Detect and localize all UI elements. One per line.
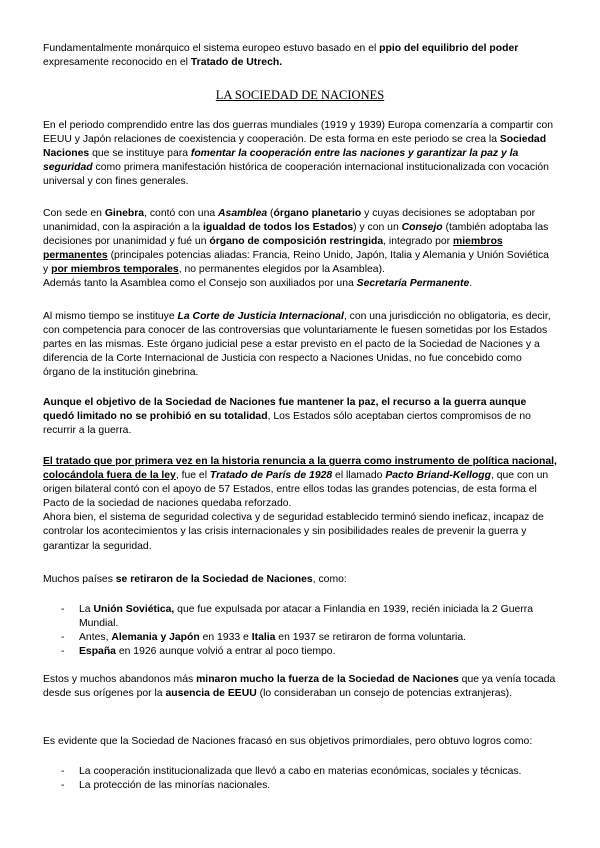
bold-text: minaron mucho la fuerza de la Sociedad de Naciones bbox=[196, 674, 459, 685]
text: , con una jurisdicción no obligatoria, es decir, con competencia para conocer de las controversias que voluntariamente le fuesen sometidas por los Estados partes en las mismas. Este órgano judicial pese a estar previsto en el pacto de la Sociedad de Naciones y a diferencia de la Corte Internacional de Justicia con respecto a Naciones Unidas, no fue concebido como órgano de la institución ginebrina. bbox=[43, 311, 551, 379]
bold-italic-text: Pacto Briand-Kellogg bbox=[385, 470, 491, 482]
text: como primera manifestación histórica de cooperación internacional institucionalizada con vocación universal y con fines generales. bbox=[43, 162, 549, 188]
bold-italic-text: fomentar la cooperación entre las naciones y garantizar la paz y la seguridad bbox=[43, 148, 519, 174]
list-item bbox=[59, 645, 559, 659]
text: , contó con una bbox=[144, 208, 219, 219]
bold-underlined-text: por miembros temporales bbox=[51, 264, 179, 276]
text: ) y con un bbox=[353, 222, 402, 234]
list-item: - La protección de las minorías nacionales. bbox=[59, 779, 559, 793]
bold-underlined-text: El tratado que por primera vez en la historia renuncia a la guerra como instrumento de política nacional, colocándola fuera de la ley bbox=[43, 456, 557, 482]
text: en 1926 aunque volvió a entrar al poco tiempo. bbox=[115, 646, 336, 658]
list-item: - La cooperación institucionalizada que llevó a cabo en materias económicas, sociales y técnicas. bbox=[59, 765, 559, 779]
section-title: LA SOCIEDAD DE NACIONES bbox=[215, 88, 385, 102]
text: que fue expulsada por atacar a Finlandia en 1939, recién iniciada la 2 Guerra Mundial. bbox=[79, 604, 534, 630]
bold-text: órgano de composición restringida bbox=[209, 236, 384, 248]
text: en 1933 e bbox=[199, 632, 252, 644]
paragraph-2 bbox=[43, 207, 557, 292]
text: Fundamentalmente monárquico el sistema europeo estuvo basado en el bbox=[43, 43, 380, 54]
text: y cuyas decisiones se adoptaban por unanimidad, con la aspiración a la bbox=[43, 208, 536, 234]
text: (principales potencias aliadas: Francia, Reino Unido, Japón, Italia y Alemania y Unión Soviética y bbox=[43, 250, 549, 276]
bold-text: Aunque el objetivo de la Sociedad de Naciones fue mantener la paz, el recurso a la guerra aunque quedó limitado no se prohibió en su totalidad bbox=[43, 397, 527, 423]
text: Además tanto la Asamblea como el Consejo son auxiliados por una bbox=[43, 278, 357, 290]
bold-text: igualdad de todos los Estados bbox=[203, 222, 354, 234]
text: ( bbox=[267, 208, 274, 219]
bold-text: Unión Soviética, bbox=[93, 604, 175, 615]
bold-text: España bbox=[79, 646, 116, 658]
text: que ya venía tocada desde sus orígenes por la bbox=[43, 674, 556, 700]
paragraph-6 bbox=[43, 573, 557, 587]
bold-text: Sociedad Naciones bbox=[43, 134, 547, 160]
withdrawals-list bbox=[59, 603, 559, 659]
bold-italic-text: Tratado de París de 1928 bbox=[209, 470, 333, 482]
bold-italic-text: La Corte de Justicia Internacional bbox=[177, 311, 344, 322]
paragraph-3 bbox=[43, 310, 557, 380]
bold-underlined-text: miembros permanentes bbox=[43, 236, 503, 262]
text: En el periodo comprendido entre las dos guerras mundiales (1919 y 1939) Europa comenzaría a compartir con EEUU y Japón relaciones de coexistencia y cooperación. De esta forma en este periodo se crea la bbox=[43, 120, 554, 146]
text: el llamado bbox=[332, 470, 386, 482]
text: (también adoptaba las decisiones por unanimidad y fué un bbox=[43, 222, 549, 248]
bold-italic-text: Consejo bbox=[401, 222, 443, 234]
list-item bbox=[59, 631, 559, 645]
text: Con sede en bbox=[43, 208, 105, 219]
text: , Los Estados sólo aceptaban ciertos compromisos de no recurrir a la guerra. bbox=[43, 411, 531, 437]
text: , integrado por bbox=[383, 236, 454, 248]
text: , no permanentes elegidos por la Asamblea). bbox=[178, 264, 385, 276]
paragraph-5 bbox=[43, 455, 557, 554]
bold-text: Alemania y Japón bbox=[111, 632, 200, 644]
bold-text: Ginebra bbox=[104, 208, 145, 219]
bold-text: ausencia de EEUU bbox=[165, 688, 257, 700]
text: en 1937 se retiraron de forma voluntaria. bbox=[275, 632, 467, 644]
text: Antes, bbox=[79, 632, 112, 644]
text: Muchos países bbox=[43, 574, 116, 585]
text: Estos y muchos abandonos más bbox=[43, 674, 197, 685]
text: La bbox=[79, 604, 94, 615]
intro-paragraph bbox=[43, 42, 557, 70]
text: expresamente reconocido en el bbox=[43, 57, 191, 69]
text: que se instituye para bbox=[89, 148, 191, 160]
text: Al mismo tiempo se instituye bbox=[43, 311, 178, 322]
bold-italic-text: Asamblea bbox=[218, 208, 268, 219]
paragraph-7 bbox=[43, 673, 557, 701]
text: , que con un origen bilateral contó con el apoyo de 57 Estados, entre ellos todas las grandes potencias, de esta forma el Pacto de la sociedad de naciones quedaba reforzado. bbox=[43, 470, 549, 510]
bold-text: Italia bbox=[251, 632, 276, 644]
text: (lo consideraban un consejo de potencias extranjeras). bbox=[256, 688, 513, 700]
paragraph-4 bbox=[43, 396, 557, 438]
paragraph-1 bbox=[43, 119, 557, 189]
text: Ahora bien, el sistema de seguridad colectiva y de seguridad establecido terminó siendo ineficaz, incapaz de controlar los acontecimientos y las crisis internacionales y sin posibilidades reales de prevenir la guerra y garantizar la seguridad. bbox=[43, 512, 544, 552]
text: , como: bbox=[312, 574, 347, 585]
text: . bbox=[469, 278, 473, 290]
list-item bbox=[59, 603, 559, 631]
bold-italic-text: Secretaría Permanente bbox=[356, 278, 470, 290]
paragraph-8 bbox=[43, 735, 557, 749]
bold-text: órgano planetario bbox=[273, 208, 362, 219]
bold-text: ppio del equilibrio del poder bbox=[379, 43, 519, 54]
text: Es evidente que la Sociedad de Naciones fracasó en sus objetivos primordiales, pero obtuvo logros como: bbox=[43, 736, 533, 747]
bold-text: Tratado de Utrech. bbox=[190, 57, 283, 69]
text: , fue el bbox=[175, 470, 210, 482]
achievements-list bbox=[59, 765, 559, 793]
bold-text: se retiraron de la Sociedad de Naciones bbox=[115, 574, 313, 585]
